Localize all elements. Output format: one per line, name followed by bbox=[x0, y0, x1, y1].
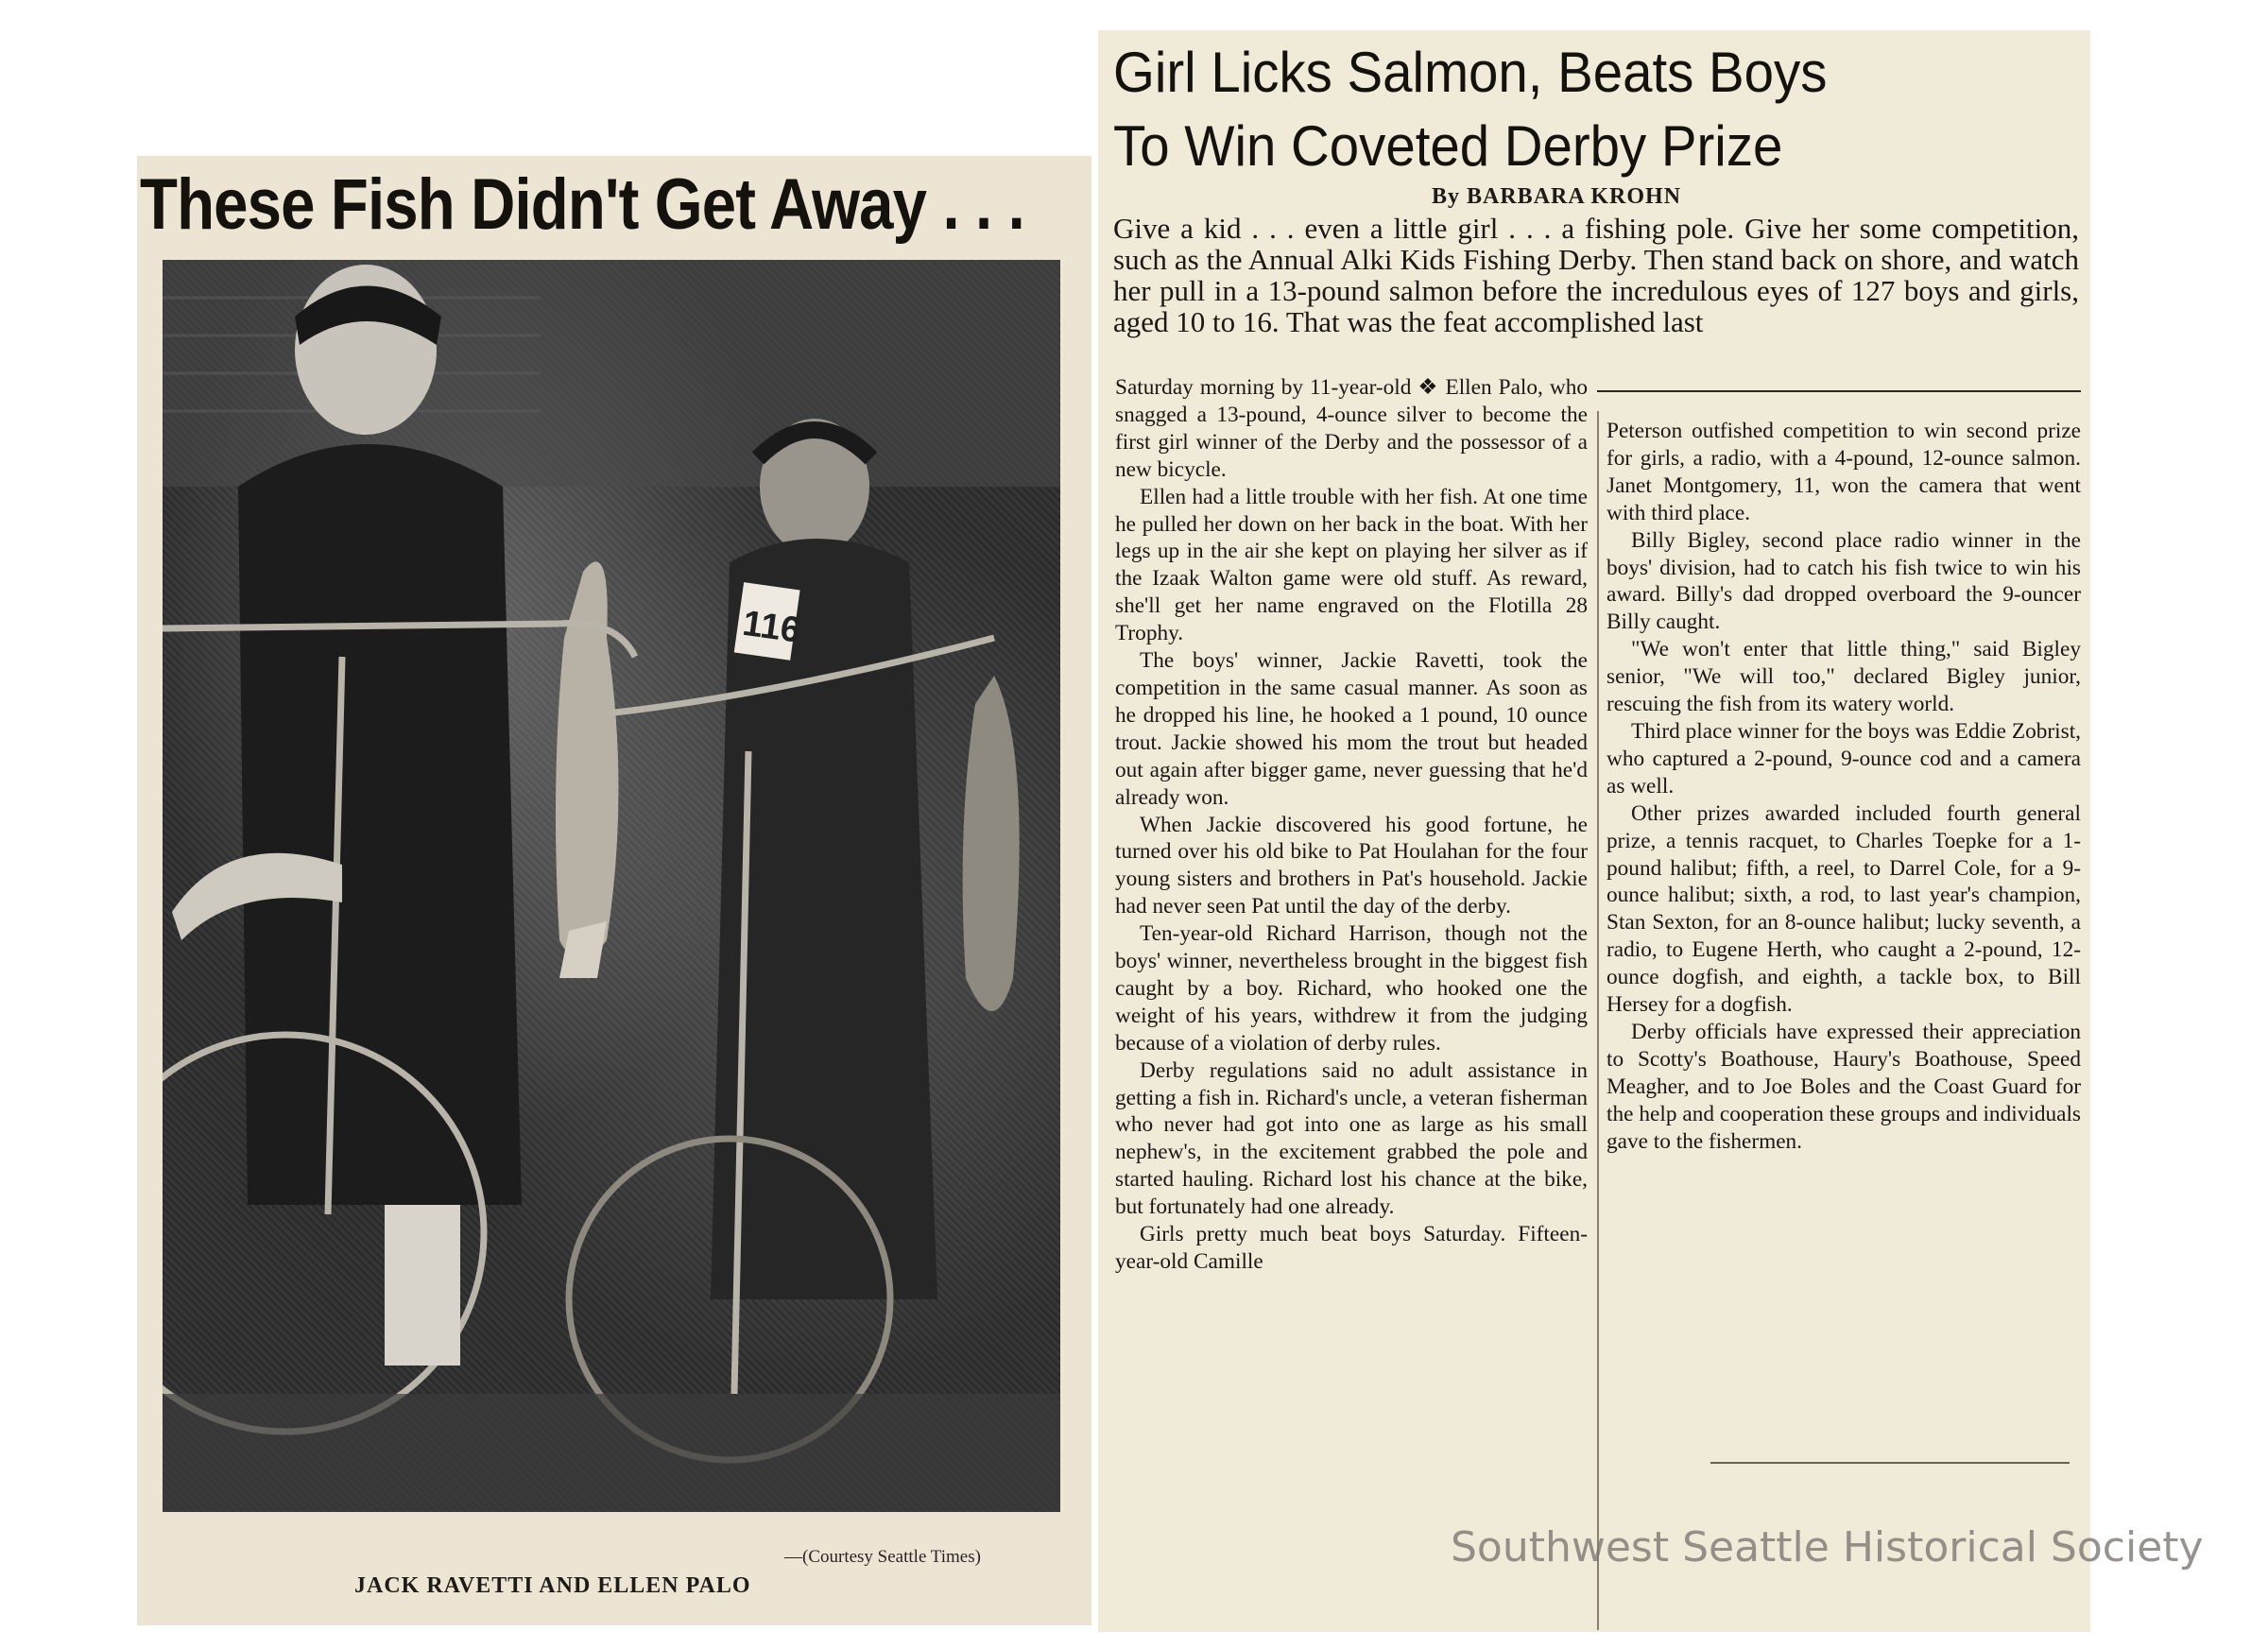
paragraph: The boys' winner, Jackie Ravetti, took the competition in the same casual manner. As soon as he dropped his line, he hooked a 1 pound, 10 ounce trout. Jackie showed his mom the trout but headed out again after bigger game, never guessing that he'd already won. bbox=[1115, 648, 1588, 810]
article-column-1 bbox=[1115, 374, 1588, 1276]
paragraph: Ten-year-old Richard Harrison, though not the boys' winner, nevertheless brought in the biggest fish caught by a boy. Richard, who hooked one the weight of his years, withdrew it from the judging because of a violation of derby rules. bbox=[1115, 921, 1588, 1056]
column-divider bbox=[1597, 411, 1599, 1630]
entry-number: 116 bbox=[740, 603, 803, 651]
paragraph: Other prizes awarded included fourth general prize, a tennis racquet, to Charles Toepke for a 1-pound halibut; fifth, a reel, to Darrel Cole, for a 9-ounce halibut; sixth, a rod, to last year's champion, Stan Sexton, for an 8-ounce halibut; lucky seventh, a radio, to Eugene Herth, who caught a 2-pound, 12-ounce dogfish, and eighth, a tackle box, to Bill Hersey for a dogfish. bbox=[1606, 800, 2081, 1018]
paragraph: Saturday morning by 11-year-old ❖ Ellen Palo, who snagged a 13-pound, 4-ounce silver to become the first girl winner of the Derby and the possessor of a new bicycle. bbox=[1115, 375, 1588, 482]
end-divider bbox=[1710, 1462, 2070, 1464]
paragraph: Ellen had a little trouble with her fish. At one time he pulled her down on her back in the boat. With her legs up in the air she kept on playing her silver as if the Izaak Walton game were old stuff. As reward, she'll get her name engraved on the Flotilla 28 Trophy. bbox=[1115, 484, 1588, 646]
watermark: Southwest Seattle Historical Society bbox=[1451, 1523, 2204, 1572]
photo-credit: —(Courtesy Seattle Times) bbox=[784, 1547, 981, 1567]
photo-headline: These Fish Didn't Get Away . . . bbox=[140, 164, 1024, 245]
paragraph: "We won't enter that little thing," said Bigley senior, "We will too," declared Bigley junior, rescuing the fish from its watery world. bbox=[1606, 637, 2081, 717]
paragraph: Derby regulations said no adult assistance in getting a fish in. Richard's uncle, a veteran fisherman who never had got into one as large as his small nephew's, in the excitement grabbed the pole and started hauling. Richard lost his chance at the bike, but fortunately had one already. bbox=[1115, 1057, 1588, 1220]
byline: By BARBARA KROHN bbox=[1432, 184, 1682, 209]
headline-line-1: Girl Licks Salmon, Beats Boys bbox=[1113, 41, 1828, 104]
news-photo bbox=[163, 260, 1060, 1512]
article-headline bbox=[1113, 36, 2019, 183]
paragraph: Girls pretty much beat boys Saturday. Fifteen-year-old Camille bbox=[1115, 1222, 1588, 1274]
paragraph: Third place winner for the boys was Eddie Zobrist, who captured a 2-pound, 9-ounce cod and a camera as well. bbox=[1606, 718, 2081, 799]
paragraph: Billy Bigley, second place radio winner in the boys' division, had to catch his fish twice to win his award. Billy's dad dropped overboard the 9-ouncer Billy caught. bbox=[1606, 527, 2081, 635]
paragraph: Derby officials have expressed their appreciation to Scotty's Boathouse, Haury's Boathouse, Speed Meagher, and to Joe Boles and the Coast Guard for the help and cooperation these groups and individuals gave to the fishermen. bbox=[1606, 1019, 2081, 1154]
photo-two-kids-bicycles-fish-icon bbox=[163, 260, 1060, 1512]
photo-caption: JACK RAVETTI AND ELLEN PALO bbox=[354, 1573, 751, 1598]
paragraph: Peterson outfished competition to win second prize for girls, a radio, with a 4-pound, 12-ounce salmon. Janet Montgomery, 11, won the camera that went with third place. bbox=[1606, 419, 2081, 525]
article-column-2 bbox=[1606, 418, 2081, 1155]
paragraph: When Jackie discovered his good fortune, he turned over his old bike to Pat Houlahan for the four young sisters and brothers in Pat's household. Jackie had never seen Pat until the day of the derby. bbox=[1115, 812, 1588, 919]
lede-divider bbox=[1597, 390, 2081, 392]
headline-line-2: To Win Coveted Derby Prize bbox=[1113, 114, 1783, 178]
article-lede: Give a kid . . . even a little girl . . . a fishing pole. Give her some competition, such as the Annual Alki Kids Fishing Derby. Then stand back on shore, and watch her pull in a 13-pound salmon before the incredulous eyes of 127 boys and girls, aged 10 to 16. That was the feat accomplished last bbox=[1113, 212, 2079, 338]
